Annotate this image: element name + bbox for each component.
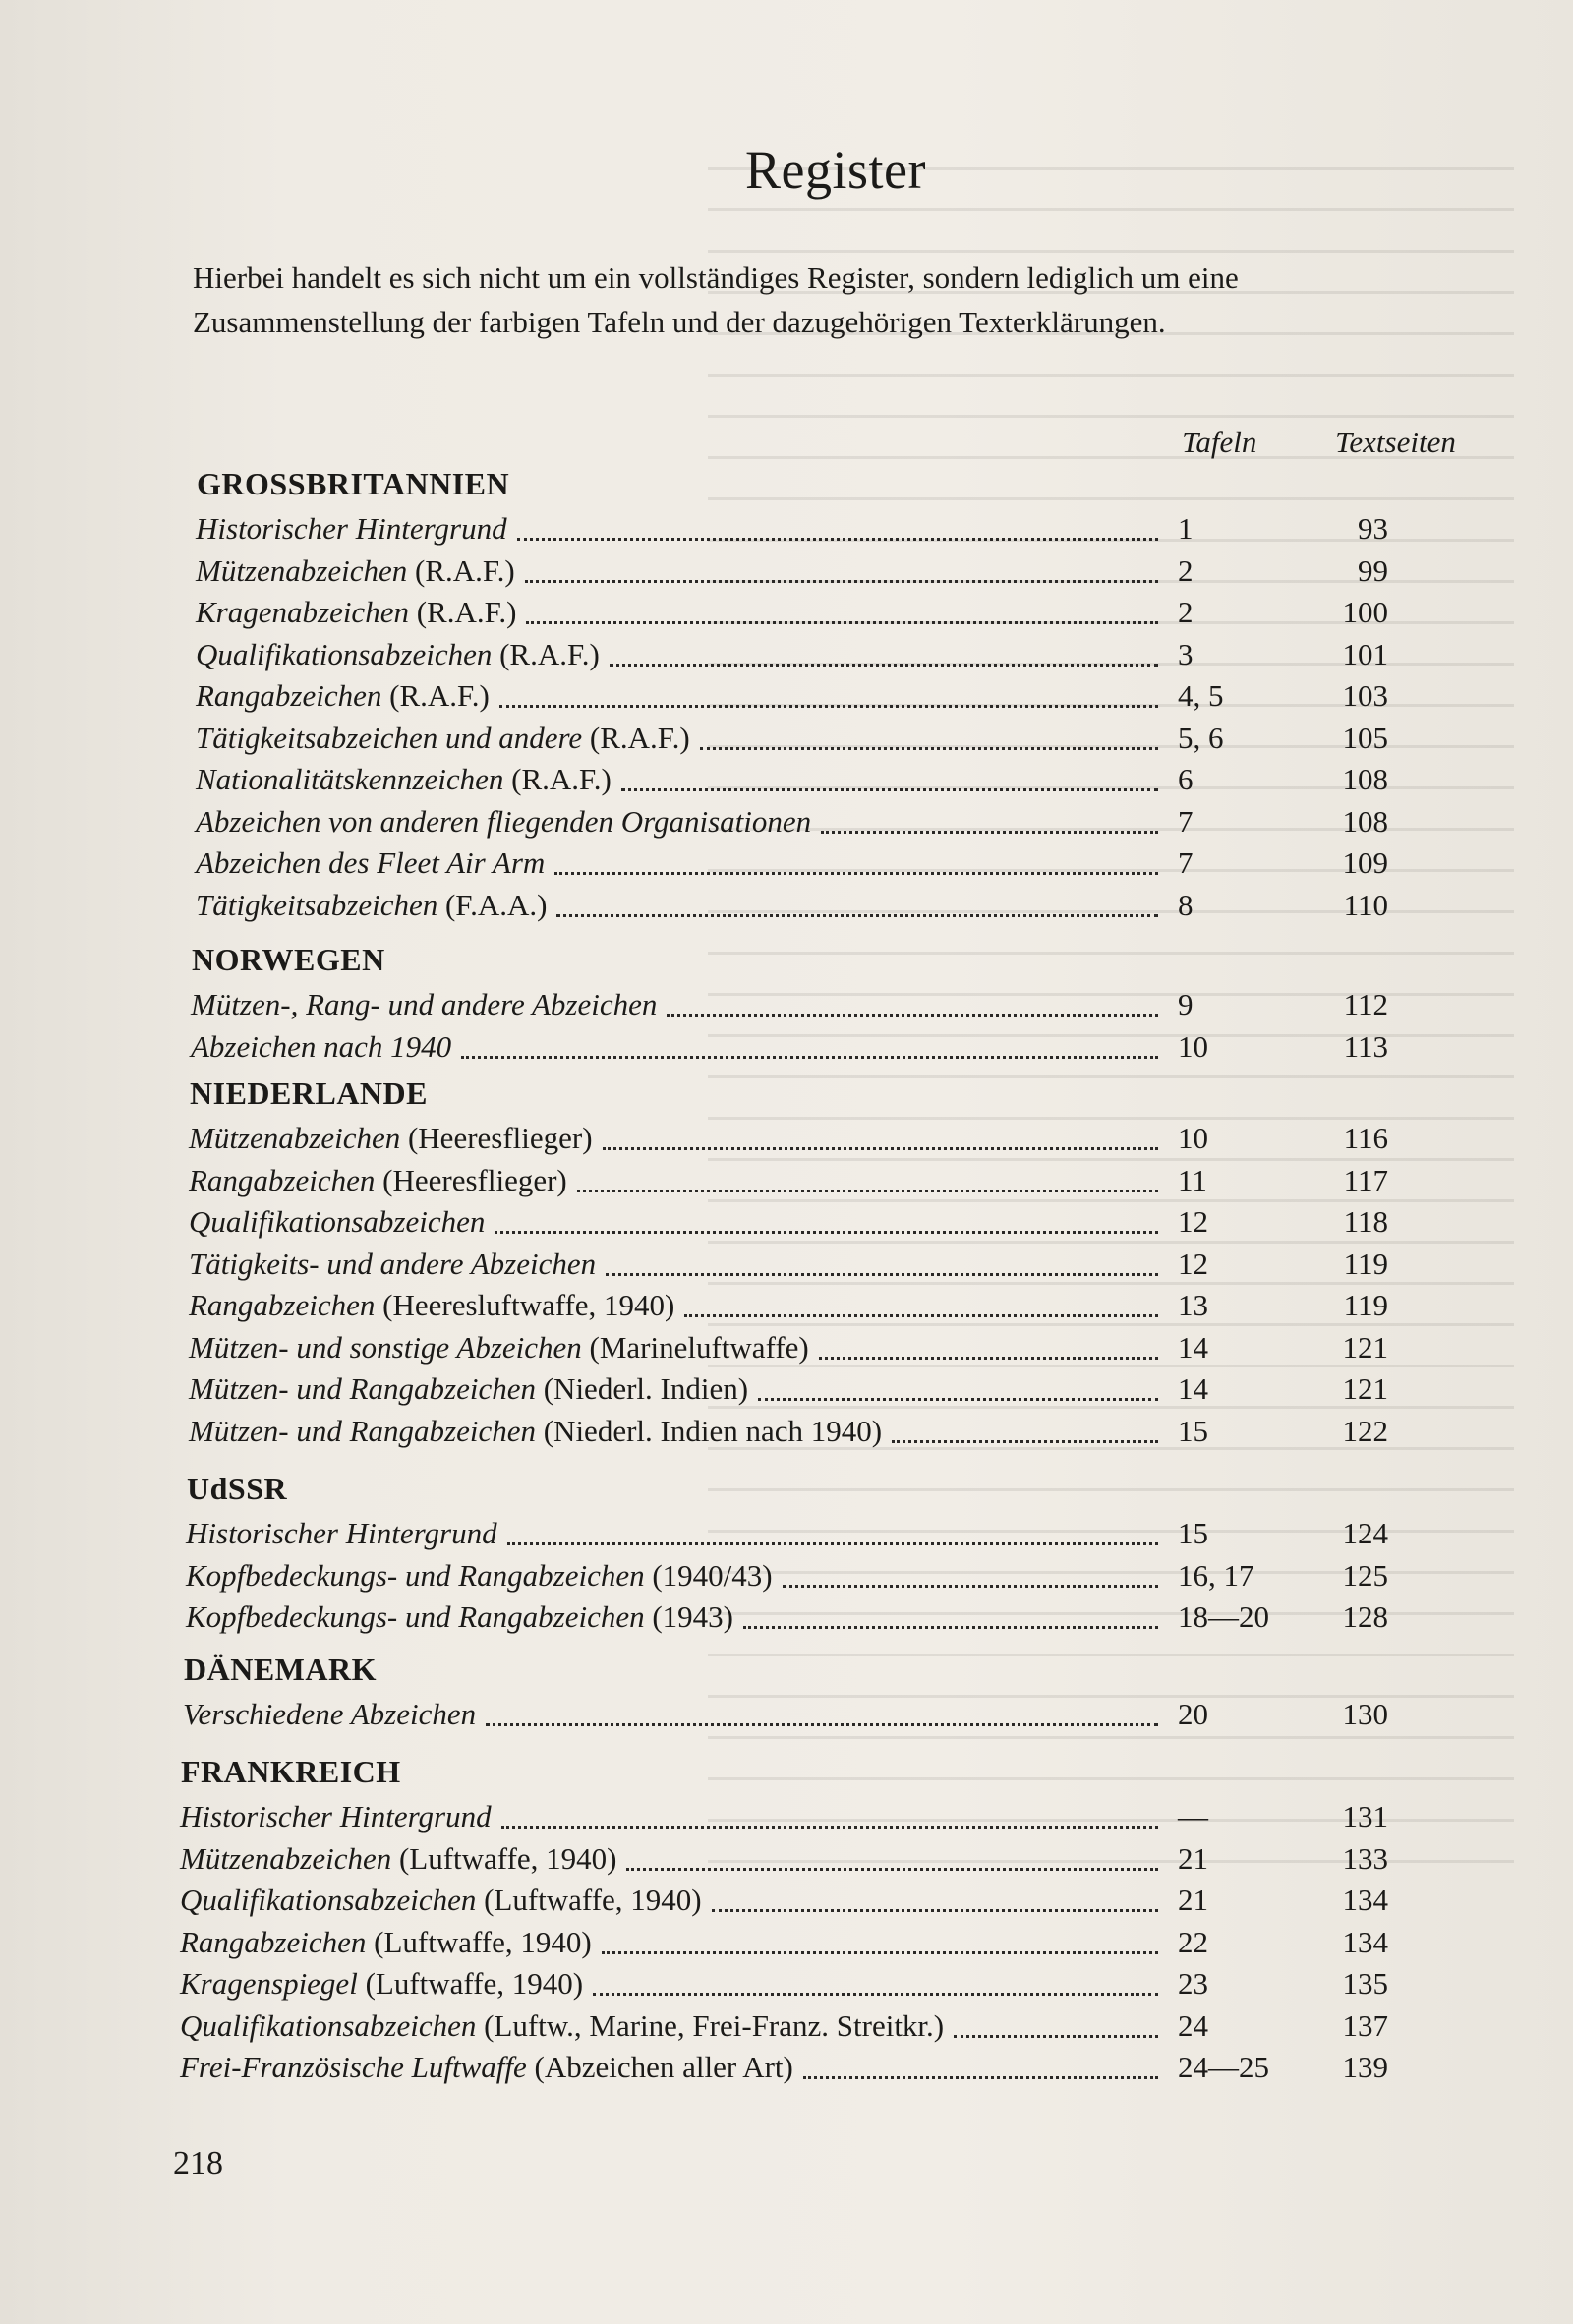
register-row <box>196 843 1388 883</box>
text-page-number: 112 <box>1343 987 1388 1021</box>
text-page-number: 131 <box>1342 1799 1388 1833</box>
section-heading: NORWEGEN <box>192 942 385 977</box>
register-row <box>189 1202 1388 1242</box>
dot-leader <box>554 869 1158 875</box>
entry-text <box>189 1202 485 1242</box>
plate-number: 10 <box>1178 1028 1208 1064</box>
plate-number: 9 <box>1178 987 1194 1021</box>
plate-number: — <box>1178 1799 1208 1833</box>
text-page-number: 124 <box>1342 1516 1388 1550</box>
entry-note: (Luftwaffe, 1940) <box>374 1924 592 1959</box>
dot-leader <box>684 1311 1158 1317</box>
text-page-number: 93 <box>1358 511 1388 546</box>
text-page-number: 101 <box>1342 636 1388 671</box>
dot-leader <box>603 1144 1158 1150</box>
register-row <box>180 1839 1388 1879</box>
section-heading: FRANKREICH <box>181 1754 401 1789</box>
page-title: Register <box>745 141 926 200</box>
register-row <box>196 676 1388 716</box>
plate-number: 12 <box>1178 1204 1208 1239</box>
entry-text <box>186 1514 497 1553</box>
entry-text <box>180 1881 702 1920</box>
entry-text <box>196 676 490 716</box>
entry-note: (1943) <box>652 1599 734 1634</box>
entry-title: Kragenabzeichen <box>196 595 409 629</box>
entry-title: Historischer Hintergrund <box>186 1516 497 1550</box>
entry-title: Qualifikationsabzeichen <box>196 636 493 671</box>
entry-note: (R.A.F.) <box>389 678 490 713</box>
entry-title: Verschiedene Abzeichen <box>183 1697 477 1731</box>
dot-leader <box>525 577 1158 583</box>
entry-text <box>180 1839 616 1879</box>
register-row <box>180 1797 1388 1836</box>
entry-note: (Marineluftwaffe) <box>589 1329 809 1365</box>
plate-number: 11 <box>1178 1162 1207 1197</box>
text-page-number: 108 <box>1342 803 1388 839</box>
column-header-textseiten: Textseiten <box>1335 425 1456 459</box>
entry-note: (Niederl. Indien) <box>543 1371 749 1406</box>
text-page-number: 133 <box>1342 1840 1388 1876</box>
register-row <box>189 1412 1388 1451</box>
register-row <box>180 1964 1388 2004</box>
text-page-number: 139 <box>1342 2050 1388 2084</box>
entry-note: (R.A.F.) <box>511 762 612 796</box>
plate-number: 8 <box>1178 887 1194 922</box>
entry-note: (Niederl. Indien nach 1940) <box>543 1413 883 1448</box>
plate-number: 14 <box>1178 1371 1208 1406</box>
dot-leader <box>621 785 1158 791</box>
text-page-number: 105 <box>1342 720 1388 755</box>
plate-number: 23 <box>1178 1966 1208 2001</box>
text-page-number: 122 <box>1342 1413 1388 1448</box>
register-row <box>189 1245 1388 1284</box>
dot-leader <box>700 744 1158 750</box>
section-heading: NIEDERLANDE <box>190 1075 428 1111</box>
dot-leader <box>461 1053 1158 1059</box>
dot-leader <box>526 618 1158 624</box>
entry-title: Frei-Französische Luftwaffe <box>180 2050 527 2084</box>
column-header-tafeln: Tafeln <box>1182 425 1257 459</box>
register-row <box>196 509 1388 549</box>
plate-number: 2 <box>1178 595 1194 629</box>
register-row <box>189 1369 1388 1409</box>
text-page-number: 130 <box>1342 1697 1388 1731</box>
text-page-number: 118 <box>1343 1204 1388 1239</box>
entry-title: Kopfbedeckungs- und Rangabzeichen <box>186 1557 645 1593</box>
entry-text <box>196 635 600 674</box>
entry-title: Mützenabzeichen <box>189 1121 401 1155</box>
entry-title: Kopfbedeckungs- und Rangabzeichen <box>186 1599 645 1634</box>
dot-leader <box>803 2073 1158 2079</box>
entry-text <box>189 1119 593 1158</box>
entry-title: Nationalitätskennzeichen <box>196 762 504 796</box>
entry-text <box>196 509 507 549</box>
dot-leader <box>610 661 1158 667</box>
dot-leader <box>821 828 1158 834</box>
register-row <box>180 2006 1388 2046</box>
text-page-number: 119 <box>1343 1246 1388 1281</box>
register-row <box>189 1161 1388 1200</box>
register-row <box>191 1027 1388 1067</box>
text-page-number: 103 <box>1342 678 1388 713</box>
dot-leader <box>743 1623 1158 1629</box>
text-page-number: 125 <box>1342 1557 1388 1593</box>
dot-leader <box>507 1540 1158 1545</box>
entry-title: Abzeichen nach 1940 <box>191 1028 452 1064</box>
entry-title: Rangabzeichen <box>180 1924 367 1959</box>
register-row <box>196 552 1388 591</box>
register-row <box>180 2048 1388 2087</box>
entry-title: Mützen- und Rangabzeichen <box>189 1371 536 1406</box>
entry-text <box>183 1695 476 1734</box>
intro-paragraph <box>193 256 1490 344</box>
entry-title: Mützen-, Rang- und andere Abzeichen <box>191 987 658 1021</box>
plate-number: 2 <box>1178 552 1194 588</box>
plate-number: 21 <box>1178 1840 1208 1876</box>
entry-title: Abzeichen von anderen fliegenden Organisationen <box>196 803 812 839</box>
register-row <box>183 1695 1388 1734</box>
text-page-number: 116 <box>1343 1121 1388 1155</box>
register-row <box>186 1556 1388 1596</box>
entry-text <box>180 1797 492 1836</box>
entry-note: (Luftwaffe, 1940) <box>365 1966 584 2001</box>
entry-text <box>196 552 515 591</box>
plate-number: 18—20 <box>1178 1599 1269 1634</box>
entry-note: (R.A.F.) <box>589 720 690 755</box>
plate-number: 7 <box>1178 845 1194 880</box>
text-page-number: 113 <box>1343 1028 1388 1064</box>
section-heading: UdSSR <box>187 1471 288 1506</box>
entry-title: Abzeichen des Fleet Air Arm <box>196 845 546 880</box>
entry-title: Mützenabzeichen <box>180 1840 392 1876</box>
plate-number: 6 <box>1178 762 1194 796</box>
register-row <box>180 1923 1388 1962</box>
text-page-number: 119 <box>1343 1288 1388 1322</box>
entry-text <box>196 760 612 799</box>
register-row <box>189 1328 1388 1367</box>
register-row <box>180 1881 1388 1920</box>
plate-number: 5, 6 <box>1178 720 1224 755</box>
page-number: 218 <box>173 2145 223 2181</box>
entry-title: Mützen- und Rangabzeichen <box>189 1413 536 1448</box>
register-row <box>196 760 1388 799</box>
text-page-number: 99 <box>1358 552 1388 588</box>
dot-leader <box>892 1437 1158 1443</box>
register-row <box>186 1514 1388 1553</box>
dot-leader <box>495 1228 1158 1234</box>
dot-leader <box>606 1270 1158 1276</box>
entry-title: Tätigkeits- und andere Abzeichen <box>189 1246 597 1281</box>
entry-title: Historischer Hintergrund <box>180 1799 492 1833</box>
entry-text <box>191 985 657 1024</box>
plate-number: 15 <box>1178 1413 1208 1448</box>
entry-note: (R.A.F.) <box>499 636 600 671</box>
dot-leader <box>954 2032 1158 2038</box>
plate-number: 3 <box>1178 636 1194 671</box>
text-page-number: 117 <box>1343 1162 1388 1197</box>
entry-title: Tätigkeitsabzeichen <box>196 887 438 922</box>
plate-number: 16, 17 <box>1178 1557 1254 1593</box>
entry-title: Mützen- und sonstige Abzeichen <box>189 1329 582 1365</box>
text-page-number: 100 <box>1342 595 1388 629</box>
dot-leader <box>667 1011 1158 1017</box>
register-row <box>186 1598 1388 1637</box>
entry-text <box>196 802 811 842</box>
dot-leader <box>602 1948 1158 1954</box>
plate-number: 24 <box>1178 2007 1208 2043</box>
register-row <box>196 802 1388 842</box>
entry-text <box>196 593 516 632</box>
entry-note: (Abzeichen aller Art) <box>534 2050 793 2084</box>
plate-number: 10 <box>1178 1121 1208 1155</box>
plate-number: 4, 5 <box>1178 678 1224 713</box>
entry-note: (Heeresflieger) <box>407 1121 593 1155</box>
plate-number: 22 <box>1178 1924 1208 1959</box>
entry-note: (Luftw., Marine, Frei-Franz. Streitkr.) <box>484 2007 945 2043</box>
entry-text <box>189 1328 809 1367</box>
register-row <box>196 635 1388 674</box>
entry-title: Qualifikationsabzeichen <box>180 1883 477 1917</box>
entry-text <box>189 1161 567 1200</box>
entry-title: Kragenspiegel <box>180 1966 358 2001</box>
text-page-number: 121 <box>1342 1371 1388 1406</box>
plate-number: 13 <box>1178 1288 1208 1322</box>
entry-title: Historischer Hintergrund <box>196 511 507 546</box>
dot-leader <box>783 1582 1158 1588</box>
entry-text <box>189 1369 748 1409</box>
entry-text <box>186 1556 773 1596</box>
text-page-number: 108 <box>1342 762 1388 796</box>
entry-text <box>180 2006 944 2046</box>
dot-leader <box>501 1823 1158 1829</box>
register-row <box>189 1119 1388 1158</box>
dot-leader <box>819 1354 1158 1360</box>
entry-note: (1940/43) <box>652 1557 773 1593</box>
dot-leader <box>499 702 1158 708</box>
dot-leader <box>517 535 1158 541</box>
plate-number: 24—25 <box>1178 2050 1269 2084</box>
entry-title: Rangabzeichen <box>189 1288 376 1322</box>
entry-title: Qualifikationsabzeichen <box>189 1204 486 1239</box>
entry-text <box>186 1598 733 1637</box>
dot-leader <box>486 1720 1158 1726</box>
entry-text <box>191 1027 451 1067</box>
dot-leader <box>556 911 1158 917</box>
entry-title: Rangabzeichen <box>189 1162 376 1197</box>
plate-number: 20 <box>1178 1697 1208 1731</box>
intro-line-2: Zusammenstellung der farbigen Tafeln und der dazugehörigen Texterklärungen. <box>193 305 1166 339</box>
entry-text <box>189 1412 882 1451</box>
text-page-number: 134 <box>1342 1883 1388 1917</box>
entry-note: (R.A.F.) <box>416 595 517 629</box>
entry-text <box>196 719 690 758</box>
dot-leader <box>758 1395 1158 1401</box>
entry-text <box>180 1964 583 2004</box>
register-row <box>189 1286 1388 1325</box>
entry-note: (Heeresflieger) <box>382 1162 567 1197</box>
plate-number: 1 <box>1178 511 1194 546</box>
plate-number: 12 <box>1178 1246 1208 1281</box>
dot-leader <box>712 1906 1158 1912</box>
dot-leader <box>577 1187 1158 1192</box>
entry-title: Qualifikationsabzeichen <box>180 2007 477 2043</box>
plate-number: 7 <box>1178 803 1194 839</box>
entry-text <box>189 1245 596 1284</box>
text-page-number: 121 <box>1342 1329 1388 1365</box>
plate-number: 14 <box>1178 1329 1208 1365</box>
plate-number: 21 <box>1178 1883 1208 1917</box>
dot-leader <box>593 1990 1158 1996</box>
entry-title: Mützenabzeichen <box>196 552 408 588</box>
entry-note: (Heeresluftwaffe, 1940) <box>382 1288 675 1322</box>
entry-text <box>196 843 545 883</box>
entry-text <box>196 886 547 925</box>
plate-number: 15 <box>1178 1516 1208 1550</box>
entry-title: Tätigkeitsabzeichen und andere <box>196 720 583 755</box>
entry-title: Rangabzeichen <box>196 678 382 713</box>
entry-text <box>180 2048 793 2087</box>
section-heading: DÄNEMARK <box>184 1652 377 1687</box>
intro-line-1: Hierbei handelt es sich nicht um ein vollständiges Register, sondern lediglich um eine <box>193 261 1239 295</box>
entry-text <box>189 1286 674 1325</box>
entry-note: (R.A.F.) <box>414 552 515 588</box>
entry-note: (Luftwaffe, 1940) <box>484 1883 702 1917</box>
text-page-number: 137 <box>1342 2007 1388 2043</box>
register-row <box>191 985 1388 1024</box>
entry-text <box>180 1923 592 1962</box>
section-heading: GROSSBRITANNIEN <box>197 466 510 501</box>
text-page-number: 135 <box>1342 1966 1388 2001</box>
text-page-number: 110 <box>1343 887 1388 922</box>
entry-note: (F.A.A.) <box>444 887 548 922</box>
entry-note: (Luftwaffe, 1940) <box>398 1840 617 1876</box>
text-page-number: 109 <box>1342 845 1388 880</box>
register-row <box>196 886 1388 925</box>
text-page-number: 128 <box>1342 1599 1388 1634</box>
register-row <box>196 593 1388 632</box>
text-page-number: 134 <box>1342 1924 1388 1959</box>
dot-leader <box>626 1865 1158 1871</box>
register-row <box>196 719 1388 758</box>
